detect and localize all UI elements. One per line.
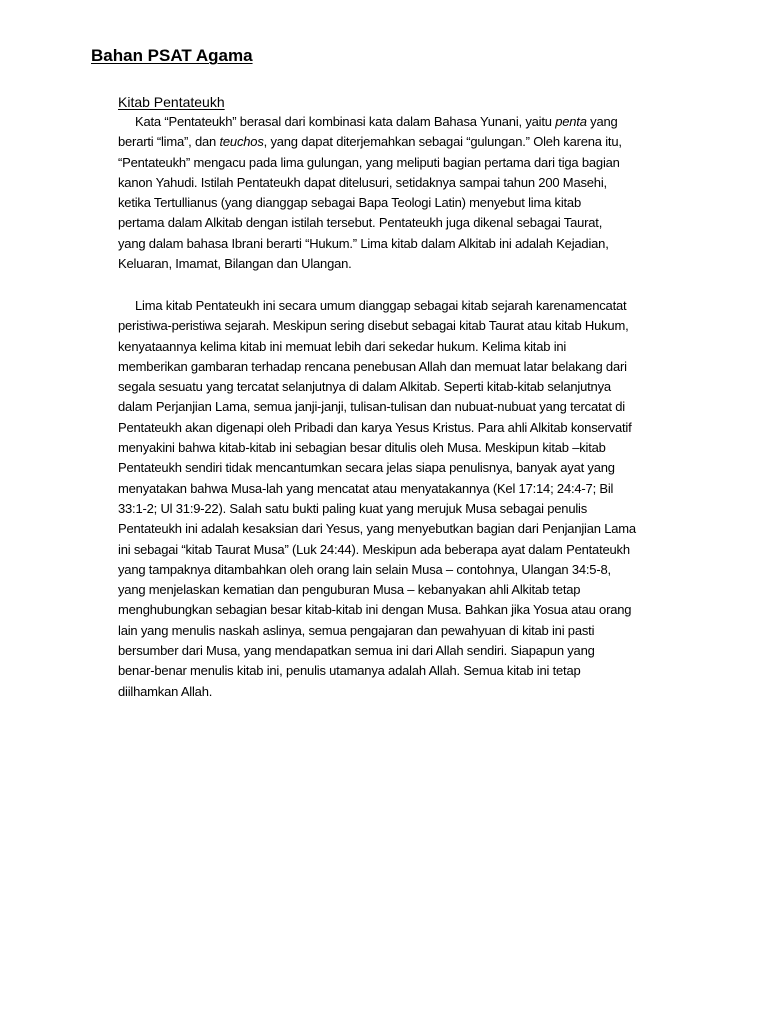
paragraph-line: kanon Yahudi. Istilah Pentateukh dapat ditelusuri, setidaknya sampai tahun 200 Masehi, (118, 174, 607, 190)
paragraph-line: dalam Perjanjian Lama, semua janji-janji, tulisan-tulisan dan nubuat-nubuat yang tercatat di (118, 399, 625, 415)
paragraph-line: “Pentateukh” mengacu pada lima gulungan, yang meliputi bagian pertama dari tiga bagian (118, 154, 620, 170)
paragraph-line: menyakini bahwa kitab-kitab ini sebagian besar ditulis oleh Musa. Meskipun kitab –kitab (118, 440, 606, 456)
paragraph-2 (118, 296, 658, 702)
paragraph-line (118, 132, 658, 152)
paragraph-line: ketika Tertullianus (yang dianggap sebagai Bapa Teologi Latin) menyebut lima kitab (118, 195, 581, 211)
paragraph-line: lain yang menulis naskah aslinya, semua pengajaran dan pewahyuan di kitab ini pasti (118, 622, 595, 638)
paragraph-line: yang tampaknya ditambahkan oleh orang lain selain Musa – contohnya, Ulangan 34:5-8, (118, 561, 611, 577)
paragraph-line: yang menjelaskan kematian dan penguburan Musa – kebanyakan ahli Alkitab tetap (118, 582, 581, 598)
document-title: Bahan PSAT Agama (91, 46, 253, 65)
paragraph-line: menghubungkan sebagian besar kitab-kitab ini dengan Musa. Bahkan jika Yosua atau orang (118, 602, 632, 618)
text-run: yang (586, 114, 618, 129)
text-run: berarti “lima”, dan (118, 134, 220, 150)
paragraph-line: ini sebagai “kitab Taurat Musa” (Luk 24:44). Meskipun ada beberapa ayat dalam Pentateukh (118, 541, 630, 557)
paragraph-line: Pentateukh akan digenapi oleh Pribadi dan karya Yesus Kristus. Para ahli Alkitab konservatif (118, 419, 632, 435)
paragraph-line: segala sesuatu yang tercatat selanjutnya di dalam Alkitab. Seperti kitab-kitab selanjutnya (118, 379, 611, 395)
paragraph-line (118, 112, 658, 132)
paragraph-line: Lima kitab Pentateukh ini secara umum dianggap sebagai kitab sejarah karenamencatat (135, 298, 627, 313)
italic-term: teuchos (219, 134, 264, 150)
paragraph-line: kenyataannya kelima kitab ini memuat lebih dari sekedar hukum. Kelima kitab ini (118, 338, 567, 354)
paragraph-line: menyatakan bahwa Musa-lah yang mencatat atau menyatakannya (Kel 17:14; 24:4-7; Bil (118, 480, 614, 496)
paragraph-line: 33:1-2; Ul 31:9-22). Salah satu bukti paling kuat yang merujuk Musa sebagai penulis (118, 500, 588, 516)
paragraph-line: Pentateukh sendiri tidak mencantumkan secara jelas siapa penulisnya, banyak ayat yang (118, 460, 615, 476)
paragraph-line: Pentateukh ini adalah kesaksian dari Yesus, yang menyebutkan bagian dari Penjanjian Lama (118, 521, 636, 537)
paragraph-line: benar-benar menulis kitab ini, penulis utamanya adalah Allah. Semua kitab ini tetap (118, 663, 581, 679)
paragraph-line: peristiwa-peristiwa sejarah. Meskipun sering disebut sebagai kitab Taurat atau kitab Hukum, (118, 318, 629, 334)
italic-term: penta (555, 114, 587, 129)
paragraph-line: pertama dalam Alkitab dengan istilah tersebut. Pentateukh juga dikenal sebagai Taurat, (118, 215, 603, 231)
paragraph-line: Keluaran, Imamat, Bilangan dan Ulangan. (118, 256, 352, 272)
section-heading: Kitab Pentateukh (118, 94, 225, 110)
paragraph-line: bersumber dari Musa, yang mendapatkan semua ini dari Allah sendiri. Siapapun yang (118, 643, 595, 659)
paragraph-line: diilhamkan Allah. (118, 683, 213, 699)
paragraph-line: yang dalam bahasa Ibrani berarti “Hukum.” Lima kitab dalam Alkitab ini adalah Kejadian, (118, 235, 609, 251)
text-run: Kata “Pentateukh” berasal dari kombinasi kata dalam Bahasa Yunani, yaitu (135, 114, 556, 129)
paragraph-line: memberikan gambaran terhadap rencana penebusan Allah dan memuat latar belakang dari (118, 358, 627, 374)
paragraph-1 (118, 112, 658, 274)
text-run: , yang dapat diterjemahkan sebagai “gulungan.” Oleh karena itu, (263, 134, 622, 150)
